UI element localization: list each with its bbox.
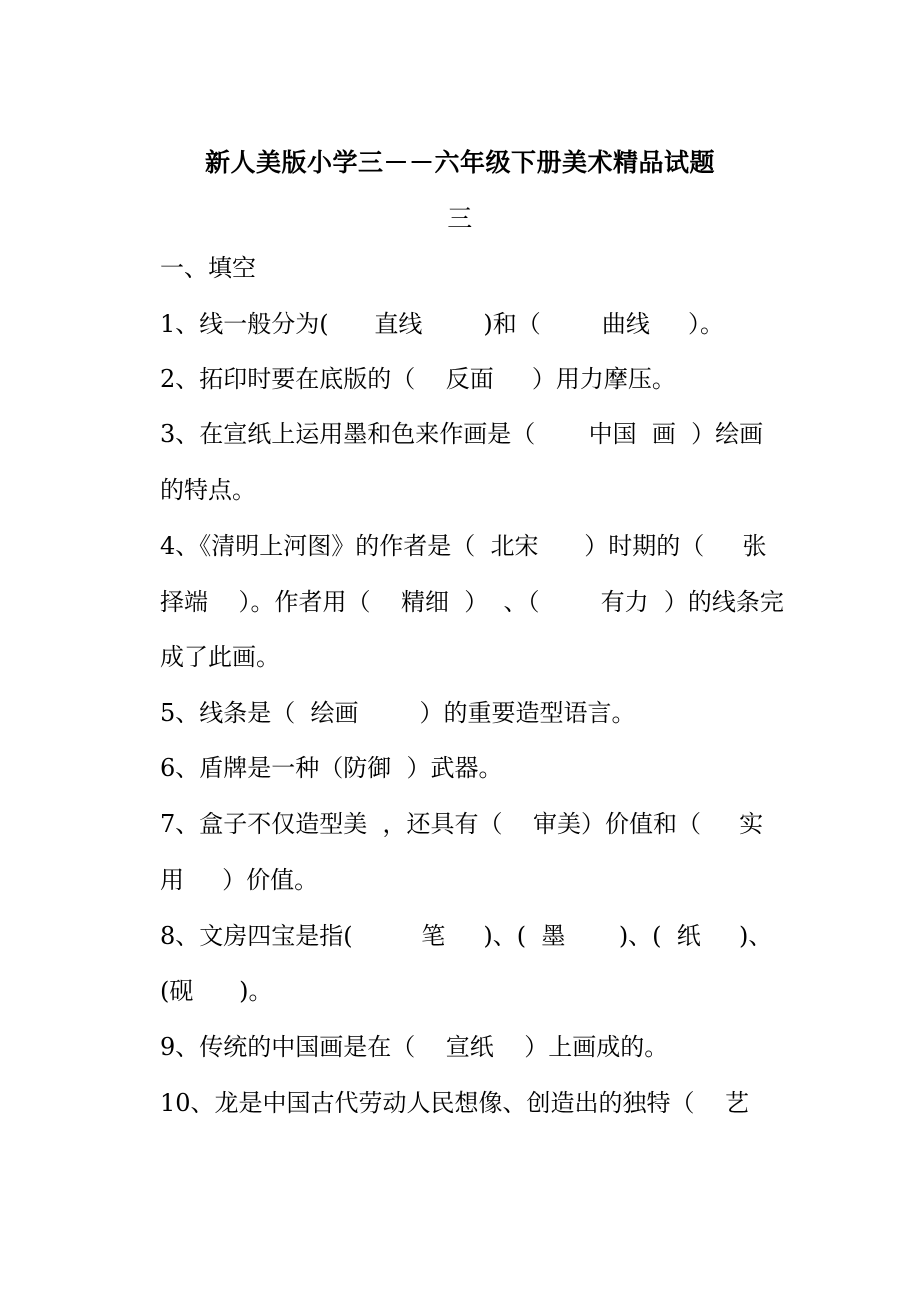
question-line: 8、文房四宝是指( 笔 )、( 墨 )、( 纸 )、 xyxy=(160,922,773,950)
question-line: 1、线一般分为( 直线 )和（ 曲线 ）。 xyxy=(160,310,724,338)
question-line: 择端 ）。作者用（ 精细 ） 、（ 有力 ）的线条完 xyxy=(160,588,784,616)
question-line: 2、拓印时要在底版的（ 反面 ）用力摩压。 xyxy=(160,365,676,393)
question-line: 5、线条是（ 绘画 ）的重要造型语言。 xyxy=(160,699,636,727)
question-line: 用 ）价值。 xyxy=(160,866,319,894)
question-line: 7、盒子不仅造型美 ，还具有（ 审美）价值和（ 实 xyxy=(160,810,764,838)
question-line: 4、《清明上河图》的作者是（ 北宋 ）时期的（ 张 xyxy=(160,532,767,560)
question-line: (砚 )。 xyxy=(160,977,273,1005)
question-line: 9、传统的中国画是在（ 宣纸 ）上画成的。 xyxy=(160,1033,669,1061)
question-line: 3、在宣纸上运用墨和色来作画是（ 中国 画 ）绘画 xyxy=(160,420,764,448)
question-line: 成了此画。 xyxy=(160,643,280,671)
question-line: 10、龙是中国古代劳动人民想像、创造出的独特（ 艺 xyxy=(160,1089,750,1117)
document-title: 新人美版小学三－－六年级下册美术精品试题 xyxy=(204,148,715,177)
section-heading: 一、填空 xyxy=(160,254,256,282)
document-subtitle: 三 xyxy=(447,204,473,233)
question-line: 的特点。 xyxy=(160,476,256,504)
question-line: 6、盾牌是一种（防御 ）武器。 xyxy=(160,754,503,782)
